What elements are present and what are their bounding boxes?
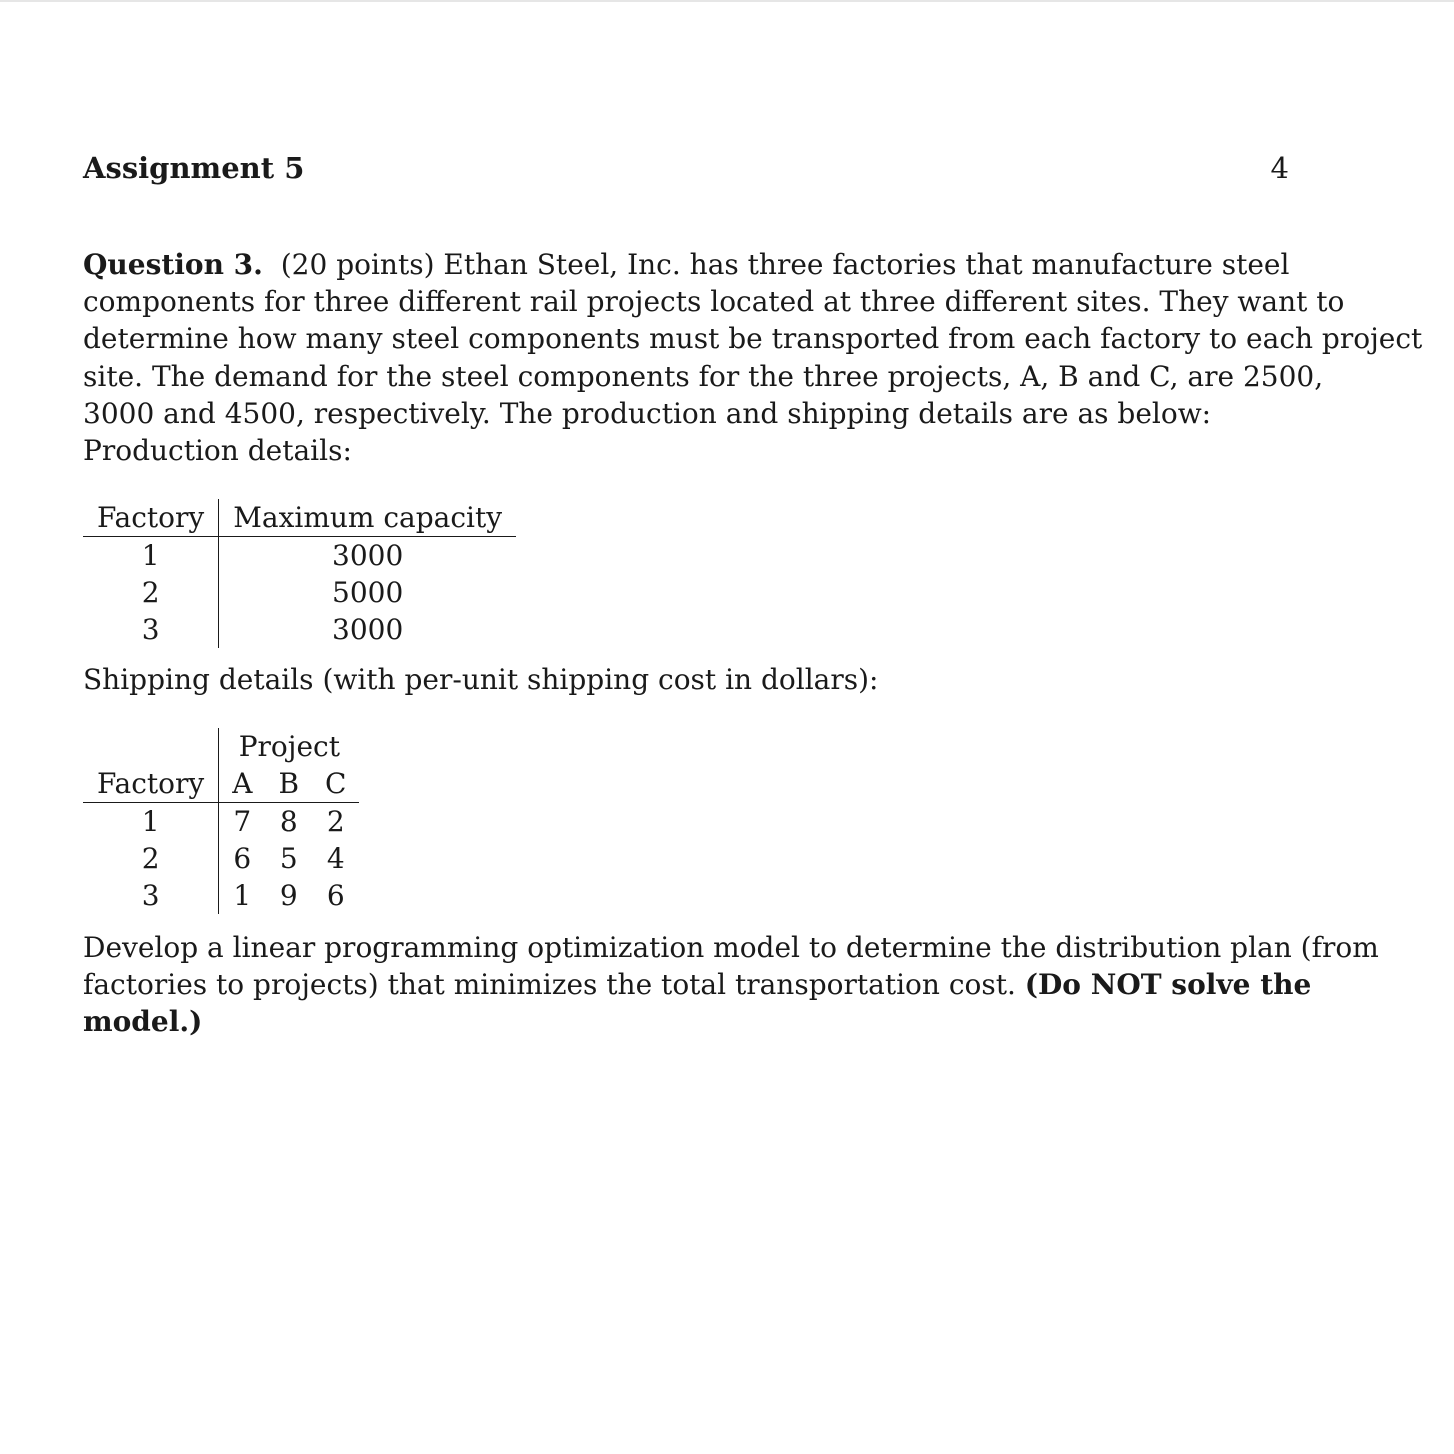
production-table [83, 499, 516, 648]
table-row [83, 840, 359, 877]
empty-corner-cell [83, 728, 219, 765]
instruction-bold-2: model.) [83, 1005, 203, 1039]
cost-cell: 5 [279, 842, 298, 875]
shipping-column-header-row [83, 765, 359, 803]
question-line-1-text: (20 points) Ethan Steel, Inc. has three factories that manufacture steel [280, 248, 1290, 281]
question-line-4: site. The demand for the steel components for the three projects, A, B and C, are 2500, [83, 359, 1324, 393]
shipping-header-factory: Factory [83, 765, 219, 803]
cost-cell: 9 [279, 879, 298, 912]
table-row [83, 537, 516, 575]
project-c-header: C [312, 765, 359, 803]
capacity-cell: 3000 [332, 539, 404, 572]
cost-cell: 8 [279, 805, 298, 838]
project-group-header: Project [238, 730, 340, 763]
table-row [83, 803, 359, 841]
instruction-line-2 [83, 966, 1312, 1003]
cost-cell: 1 [233, 879, 252, 912]
cost-cell: 4 [326, 842, 345, 875]
instruction-line-1: Develop a linear programming optimization model to determine the distribution plan (from [83, 931, 1379, 964]
project-a-header: A [219, 765, 266, 803]
production-table-header [83, 499, 516, 537]
shipping-table [83, 728, 359, 914]
factory-cell: 1 [83, 803, 219, 841]
question-line-5: 3000 and 4500, respectively. The production and shipping details are as below: [83, 396, 1212, 430]
instruction-line-2-text: factories to projects) that minimizes the total transportation cost. [83, 968, 1016, 1002]
factory-cell: 2 [83, 574, 219, 611]
instruction-paragraph [83, 929, 1379, 1041]
instruction-line-3 [83, 1003, 1289, 1040]
production-details-label: Production details: [83, 434, 352, 468]
instruction-bold-1: (Do NOT solve the [1024, 968, 1312, 1002]
capacity-cell: 5000 [332, 576, 404, 609]
top-border [0, 0, 1454, 2]
shipping-group-header-row [83, 728, 359, 765]
question-label: Question 3. [83, 248, 263, 281]
factory-cell: 2 [83, 840, 219, 877]
cost-cell: 6 [233, 842, 252, 875]
question-line-3: determine how many steel components must be transported from each factory to each project [83, 322, 1423, 356]
page-number: 4 [1270, 151, 1289, 185]
cost-cell: 6 [326, 879, 345, 912]
table-row [83, 574, 516, 611]
factory-cell: 3 [83, 877, 219, 914]
factory-cell: 3 [83, 611, 219, 648]
assignment-title: Assignment 5 [83, 151, 305, 185]
cost-cell: 2 [326, 805, 345, 838]
production-header-capacity: Maximum capacity [219, 499, 516, 537]
project-b-header: B [265, 765, 312, 803]
table-row [83, 611, 516, 648]
factory-cell: 1 [83, 537, 219, 575]
cost-cell: 7 [233, 805, 252, 838]
question-paragraph [83, 246, 1423, 469]
capacity-cell: 3000 [332, 613, 404, 646]
shipping-caption: Shipping details (with per-unit shipping cost in dollars): [83, 663, 879, 696]
question-line-2: components for three different rail projects located at three different sites. They want to [83, 285, 1345, 319]
table-row [83, 877, 359, 914]
production-header-factory: Factory [83, 499, 219, 537]
question-line-1 [83, 246, 1289, 283]
